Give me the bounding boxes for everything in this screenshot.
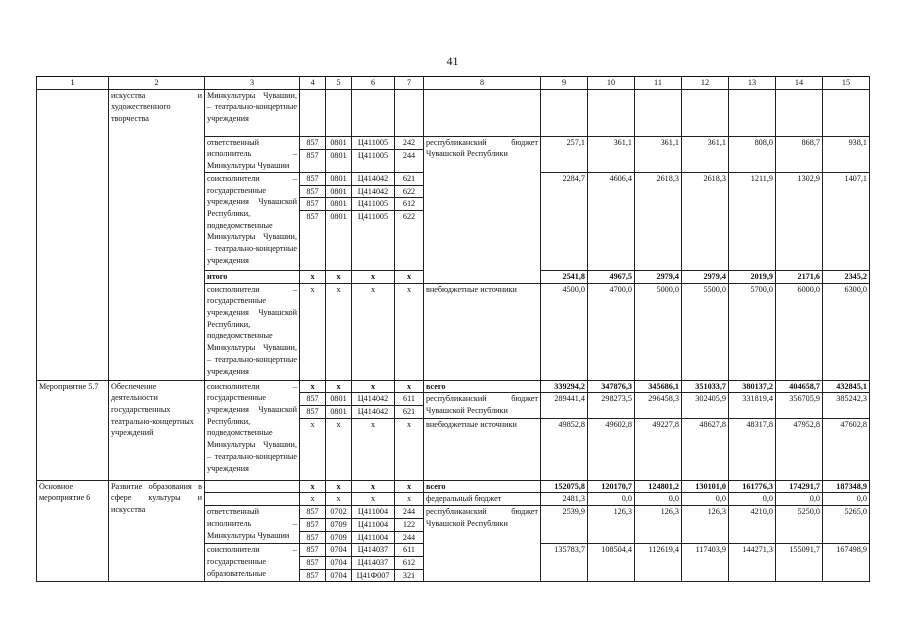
col-header: 15 — [823, 77, 870, 90]
cell-event-name: Развитие образования в сфере культуры и искусства — [109, 480, 205, 582]
col-header: 7 — [395, 77, 424, 90]
table-row: x x x x внебюджетные источники 49852,8 49602,8 49227,8 48627,8 48317,8 47952,8 47602,8 — [37, 418, 870, 480]
table-row: 857 0801 Ц411005 612 — [37, 198, 870, 211]
col-header: 9 — [541, 77, 588, 90]
cell-source: всего — [424, 480, 541, 493]
table-row: 857 0801 Ц411005 622 — [37, 210, 870, 270]
cell-event-id: Мероприятие 5.7 — [37, 380, 109, 480]
table-row: 857 0801 Ц411005 244 — [37, 149, 870, 172]
col-header: 10 — [588, 77, 635, 90]
cell-source: республиканский бюджет Чувашской Республики — [424, 506, 541, 582]
budget-table — [36, 76, 870, 582]
cell-total-label: итого — [205, 270, 300, 283]
table-row — [37, 89, 870, 136]
cell-event-id: Основное мероприятие 6 — [37, 480, 109, 582]
cell-executor: соисполнители – государственные учреждения Чувашской Республики, подведомственные Минкультуры Чувашии, – театрально-концертные учреждения — [205, 172, 300, 270]
cell-source: республиканский бюджет Чувашской Республики — [424, 136, 541, 283]
cell-event-name: искусства и художественного творчества — [109, 89, 205, 380]
col-header: 3 — [205, 77, 300, 90]
table-row: 857 0709 Ц411004 244 — [37, 531, 870, 544]
cell-executor: Минкультуры Чувашии, – театрально-концертные учреждения — [205, 89, 300, 136]
table-row: соисполнители – государственные учреждения Чувашской Республики, подведомственные Минкультуры Чувашии, – театрально-концертные учреждения 857 0801 Ц414042 621 2284,7 4606,4 2618,3 2618,3 1211,9 1302,9 1407,1 — [37, 172, 870, 185]
col-header: 4 — [300, 77, 326, 90]
cell-source: внебюджетные источники — [424, 418, 541, 480]
col-header: 5 — [326, 77, 352, 90]
cell-source: внебюджетные источники — [424, 283, 541, 380]
table-row: 857 0709 Ц411004 122 — [37, 518, 870, 531]
cell-source: всего — [424, 380, 541, 393]
table-row: 857 0801 Ц414042 622 — [37, 185, 870, 198]
col-header: 11 — [635, 77, 682, 90]
col-header: 2 — [109, 77, 205, 90]
cell-executor: соисполнители – государственные образовательные — [205, 544, 300, 582]
col-header: 8 — [424, 77, 541, 90]
table-row: ответственный исполнитель – Минкультуры Чувашии 857 0702 Ц411004 244 республиканский бюджет Чувашской Республики 2539,9 126,3 126,3 126,3 4210,0 5250,0 5265,0 — [37, 506, 870, 519]
cell-executor: ответственный исполнитель – Минкультуры Чувашии — [205, 136, 300, 172]
cell-executor: ответственный исполнитель – Минкультуры Чувашии — [205, 506, 300, 544]
cell-source: федеральный бюджет — [424, 493, 541, 506]
cell-executor: соисполнители – государственные учреждения Чувашской Республики, подведомственные Минкультуры Чувашии, – театрально-концертные учреждения — [205, 380, 300, 480]
table-row: ответственный исполнитель – Минкультуры Чувашии 857 0801 Ц411005 242 республиканский бюджет Чувашской Республики 257,1 361,1 361,1 361,1 808,0 868,7 938,1 — [37, 136, 870, 149]
table-row: 857 0704 Ц41Ф007 321 — [37, 569, 870, 582]
col-header: 13 — [729, 77, 776, 90]
col-header: 14 — [776, 77, 823, 90]
page-number: 41 — [446, 54, 459, 68]
table-row: Мероприятие 5.7 Обеспечение деятельности государственных театрально-концертных учреждений соисполнители – государственные учреждения Чувашской Республики, подведомственные Минкультуры Чувашии, – театрально-концертные учреждения x x x x всего 339294,2 347876,3 345686,1 351033,7 380137,2 404658,7 432845,1 — [37, 380, 870, 393]
table-row: Основное мероприятие 6 Развитие образования в сфере культуры и искусства x x x x всего 152075,8 120170,7 124801,2 130101,0 161776,3 174291,7 187348,9 — [37, 480, 870, 493]
table-row: соисполнители – государственные учреждения Чувашской Республики, подведомственные Минкультуры Чувашии, – театрально-концертные учреждения x x x x внебюджетные источники 4500,0 4700,0 5000,0 5500,0 5700,0 6000,0 6300,0 — [37, 283, 870, 380]
table-row: 857 0801 Ц414042 621 — [37, 406, 870, 419]
col-header: 1 — [37, 77, 109, 90]
col-header: 6 — [352, 77, 395, 90]
table-row: x x x x федеральный бюджет 2481,3 0,0 0,0 0,0 0,0 0,0 0,0 — [37, 493, 870, 506]
cell-source: республиканский бюджет Чувашской Республики — [424, 393, 541, 418]
table-row: 857 0704 Ц414037 612 — [37, 556, 870, 569]
table-header-row — [37, 77, 870, 90]
table-row-total: итого x x x x 2541,8 4967,5 2979,4 2979,4 2019,9 2171,6 2345,2 — [37, 270, 870, 283]
table-row: соисполнители – государственные образовательные 857 0704 Ц414037 611 135783,7 108504,4 112619,4 117403,9 144271,3 155091,7 167498,9 — [37, 544, 870, 557]
table-row: 857 0801 Ц414042 611 республиканский бюджет Чувашской Республики 289441,4 298273,5 296458,3 302405,9 331819,4 356705,9 385242,3 — [37, 393, 870, 406]
cell-event-name: Обеспечение деятельности государственных театрально-концертных учреждений — [109, 380, 205, 480]
cell-col1 — [37, 89, 109, 380]
col-header: 12 — [682, 77, 729, 90]
cell-executor: соисполнители – государственные учреждения Чувашской Республики, подведомственные Минкультуры Чувашии, – театрально-концертные учреждения — [205, 283, 300, 380]
